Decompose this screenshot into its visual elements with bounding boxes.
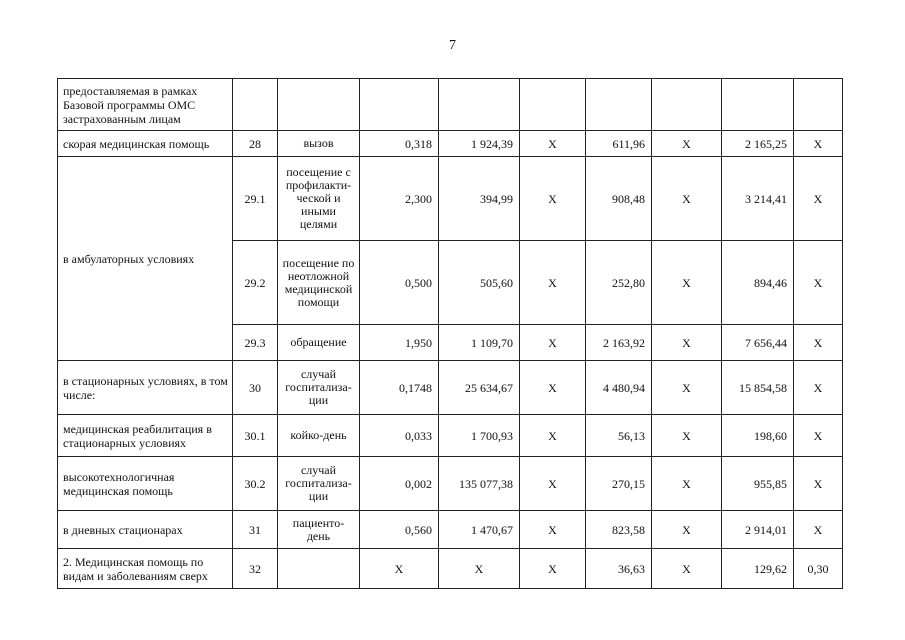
- row-code: 29.1: [233, 157, 278, 241]
- row-unit: посещение по неотложной медицинской помощи: [278, 241, 360, 325]
- row-name: в амбулаторных условиях: [58, 157, 233, 361]
- row-value: 4 480,94: [586, 361, 652, 415]
- row-value: 0,033: [360, 415, 439, 457]
- row-value: 505,60: [439, 241, 520, 325]
- row-value: [794, 79, 843, 131]
- medical-care-table: [57, 78, 843, 589]
- row-value: 7 656,44: [722, 325, 794, 361]
- row-value: 0,318: [360, 131, 439, 157]
- row-value: 0,500: [360, 241, 439, 325]
- row-value: Х: [652, 457, 722, 511]
- row-value: 2 914,01: [722, 511, 794, 549]
- row-name: предоставляемая в рамках Базовой программы ОМС застрахованным лицам: [58, 79, 233, 131]
- row-value: Х: [652, 325, 722, 361]
- row-value: Х: [520, 241, 586, 325]
- row-value: 611,96: [586, 131, 652, 157]
- row-value: Х: [652, 241, 722, 325]
- row-unit: пациенто-день: [278, 511, 360, 549]
- row-value: 894,46: [722, 241, 794, 325]
- row-value: [360, 79, 439, 131]
- row-value: 3 214,41: [722, 157, 794, 241]
- row-code: 30.1: [233, 415, 278, 457]
- row-value: 1 924,39: [439, 131, 520, 157]
- row-unit: [278, 549, 360, 589]
- table-row: [58, 361, 843, 415]
- row-value: Х: [520, 549, 586, 589]
- table-row: [58, 511, 843, 549]
- row-value: [586, 79, 652, 131]
- row-value: Х: [652, 415, 722, 457]
- row-value: 198,60: [722, 415, 794, 457]
- table-row: [58, 157, 843, 241]
- row-value: 2 163,92: [586, 325, 652, 361]
- table-row: [58, 415, 843, 457]
- table-row: [58, 457, 843, 511]
- row-value: Х: [794, 325, 843, 361]
- row-code: [233, 79, 278, 131]
- row-value: Х: [794, 131, 843, 157]
- row-value: 0,002: [360, 457, 439, 511]
- row-value: Х: [652, 549, 722, 589]
- row-value: Х: [652, 131, 722, 157]
- row-value: 15 854,58: [722, 361, 794, 415]
- row-value: [439, 79, 520, 131]
- row-value: 1,950: [360, 325, 439, 361]
- row-value: Х: [520, 131, 586, 157]
- page-number: 7: [449, 38, 456, 53]
- row-value: Х: [520, 325, 586, 361]
- row-value: 0,30: [794, 549, 843, 589]
- row-name: в дневных стационарах: [58, 511, 233, 549]
- row-code: 30.2: [233, 457, 278, 511]
- row-name: скорая медицинская помощь: [58, 131, 233, 157]
- row-value: Х: [794, 457, 843, 511]
- row-unit: обращение: [278, 325, 360, 361]
- row-value: 0,560: [360, 511, 439, 549]
- row-name: в стационарных условиях, в том числе:: [58, 361, 233, 415]
- table-row: [58, 549, 843, 589]
- row-value: Х: [652, 511, 722, 549]
- row-value: 823,58: [586, 511, 652, 549]
- row-unit: случай госпитализа-ции: [278, 361, 360, 415]
- row-value: Х: [520, 157, 586, 241]
- table-row: [58, 79, 843, 131]
- row-value: 129,62: [722, 549, 794, 589]
- row-value: 36,63: [586, 549, 652, 589]
- row-value: Х: [794, 157, 843, 241]
- row-code: 28: [233, 131, 278, 157]
- row-value: Х: [794, 511, 843, 549]
- row-value: Х: [652, 157, 722, 241]
- row-value: 394,99: [439, 157, 520, 241]
- row-value: Х: [520, 415, 586, 457]
- row-name: высокотехнологичная медицинская помощь: [58, 457, 233, 511]
- row-code: 29.2: [233, 241, 278, 325]
- row-value: [520, 79, 586, 131]
- row-unit: посещение с профилакти-ческой и иными целями: [278, 157, 360, 241]
- row-unit: случай госпитализа-ции: [278, 457, 360, 511]
- row-value: 270,15: [586, 457, 652, 511]
- row-code: 31: [233, 511, 278, 549]
- row-value: 1 109,70: [439, 325, 520, 361]
- row-value: Х: [520, 361, 586, 415]
- row-value: 955,85: [722, 457, 794, 511]
- row-unit: койко-день: [278, 415, 360, 457]
- row-value: 25 634,67: [439, 361, 520, 415]
- row-value: [722, 79, 794, 131]
- row-name: 2. Медицинская помощь по видам и заболеваниям сверх: [58, 549, 233, 589]
- row-value: 1 470,67: [439, 511, 520, 549]
- row-unit: [278, 79, 360, 131]
- row-name: медицинская реабилитация в стационарных условиях: [58, 415, 233, 457]
- row-value: Х: [652, 361, 722, 415]
- row-code: 30: [233, 361, 278, 415]
- row-value: [652, 79, 722, 131]
- row-value: 135 077,38: [439, 457, 520, 511]
- row-value: Х: [794, 415, 843, 457]
- row-value: Х: [520, 457, 586, 511]
- row-unit: вызов: [278, 131, 360, 157]
- row-value: 2,300: [360, 157, 439, 241]
- row-value: Х: [520, 511, 586, 549]
- row-value: 0,1748: [360, 361, 439, 415]
- row-value: 908,48: [586, 157, 652, 241]
- row-value: Х: [439, 549, 520, 589]
- row-value: 2 165,25: [722, 131, 794, 157]
- row-code: 32: [233, 549, 278, 589]
- row-value: 56,13: [586, 415, 652, 457]
- row-value: Х: [794, 361, 843, 415]
- row-value: Х: [360, 549, 439, 589]
- table-row: [58, 131, 843, 157]
- row-value: 252,80: [586, 241, 652, 325]
- row-code: 29.3: [233, 325, 278, 361]
- row-value: Х: [794, 241, 843, 325]
- row-value: 1 700,93: [439, 415, 520, 457]
